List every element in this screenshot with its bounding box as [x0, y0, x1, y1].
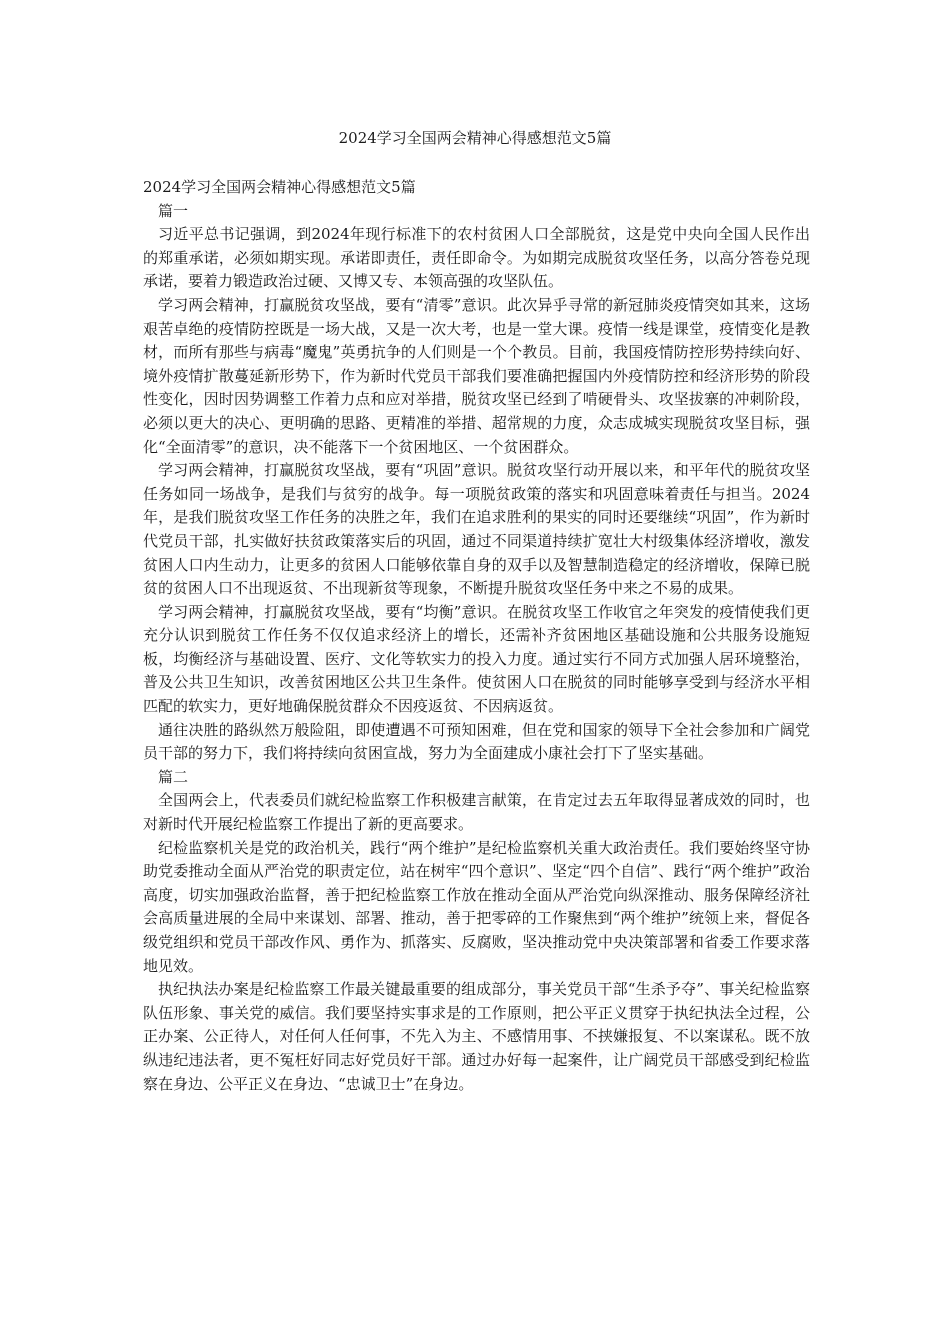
document-title: 2024学习全国两会精神心得感想范文5篇 [338, 129, 612, 147]
paragraph: 纪检监察机关是党的政治机关，践行“两个维护”是纪检监察机关重大政治责任。我们要始终坚守协助党委推动全面从严治党的职责定位，站在树牢“四个意识”、坚定“四个自信”、践行“两个维护”政治高度，切实加强政治监督，善于把纪检监察工作放在推动全面从严治党向纵深推动、服务保障经济社会高质量进展的全局中来谋划、部署、推动，善于把零碎的工作聚焦到“两个维护”统领上来，督促各级党组织和党员干部改作风、勇作为、抓落实、反腐败，坚决推动党中央决策部署和省委工作要求落地见效。 [143, 838, 810, 975]
paragraph: 习近平总书记强调，到2024年现行标准下的农村贫困人口全部脱贫，这是党中央向全国人民作出的郑重承诺，必须如期实现。承诺即责任，责任即命令。为如期完成脱贫攻坚任务，以高分答卷兑现承诺，要着力锻造政治过硬、又博又专、本领高强的攻坚队伍。 [143, 225, 810, 291]
paragraph: 通往决胜的路纵然万般险阻，即使遭遇不可预知困难，但在党和国家的领导下全社会参加和广阔党员干部的努力下，我们将持续向贫困宣战，努力为全面建成小康社会打下了坚实基础。 [143, 720, 810, 763]
paragraph: 学习两会精神，打赢脱贫攻坚战，要有“巩固”意识。脱贫攻坚行动开展以来，和平年代的脱贫攻坚任务如同一场战争，是我们与贫穷的战争。每一项脱贫政策的落实和巩固意味着责任与担当。2024年，是我们脱贫攻坚工作任务的决胜之年，我们在追求胜利的果实的同时还要继续“巩固”，作为新时代党员干部，扎实做好扶贫政策落实后的巩固，通过不同渠道持续扩宽壮大村级集体经济增收，激发贫困人口内生动力，让更多的贫困人口能够依靠自身的双手以及智慧制造稳定的经济增收，保障已脱贫的贫困人口不出现返贫、不出现新贫等现象，不断提升脱贫攻坚任务中来之不易的成果。 [143, 461, 810, 598]
paragraph: 学习两会精神，打赢脱贫攻坚战，要有“均衡”意识。在脱贫攻坚工作收官之年突发的疫情使我们更充分认识到脱贫工作任务不仅仅追求经济上的增长，还需补齐贫困地区基础设施和公共服务设施短板，均衡经济与基础设置、医疗、文化等软实力的投入力度。通过实行不同方式加强人居环境整治，普及公共卫生知识，改善贫困地区公共卫生条件。使贫困人口在脱贫的同时能够享受到与经济水平相匹配的软实力，更好地确保脱贫群众不因疫返贫、不因病返贫。 [143, 602, 810, 716]
paragraph: 全国两会上，代表委员们就纪检监察工作积极建言献策，在肯定过去五年取得显著成效的同时，也对新时代开展纪检监察工作提出了新的更高要求。 [143, 791, 810, 834]
paragraph: 学习两会精神，打赢脱贫攻坚战，要有“清零”意识。此次异乎寻常的新冠肺炎疫情突如其来，这场艰苦卓绝的疫情防控既是一场大战，又是一次大考，也是一堂大课。疫情一线是课堂，疫情变化是教材，而所有那些与病毒“魔鬼”英勇抗争的人们则是一个个教员。目前，我国疫情防控形势持续向好、境外疫情扩散蔓延新形势下，作为新时代党员干部我们要准确把握国内外疫情防控和经济形势的阶段性变化，因时因势调整工作着力点和应对举措，脱贫攻坚已经到了啃硬骨头、攻坚拔寨的冲刺阶段，必须以更大的决心、更明确的思路、更精准的举措、超常规的力度，众志成城实现脱贫攻坚目标，强化“全面清零”的意识，决不能落下一个贫困地区、一个贫困群众。 [143, 295, 810, 456]
section-heading-2: 篇二 [158, 767, 189, 786]
document-subtitle: 2024学习全国两会精神心得感想范文5篇 [143, 178, 416, 196]
paragraph: 执纪执法办案是纪检监察工作最关键最重要的组成部分，事关党员干部“生杀予夺”、事关纪检监察队伍形象、事关党的威信。我们要坚持实事求是的工作原则，把公平正义贯穿于执纪执法全过程，公正办案、公正待人，对任何人任何事，不先入为主、不感情用事、不挟嫌报复、不以案谋私。既不放纵违纪违法者，更不冤枉好同志好党员好干部。通过办好每一起案件，让广阔党员干部感受到纪检监察在身边、公平正义在身边、“忠诚卫士”在身边。 [143, 980, 810, 1093]
document-body [143, 176, 810, 1096]
section-heading-1: 篇一 [158, 201, 189, 220]
